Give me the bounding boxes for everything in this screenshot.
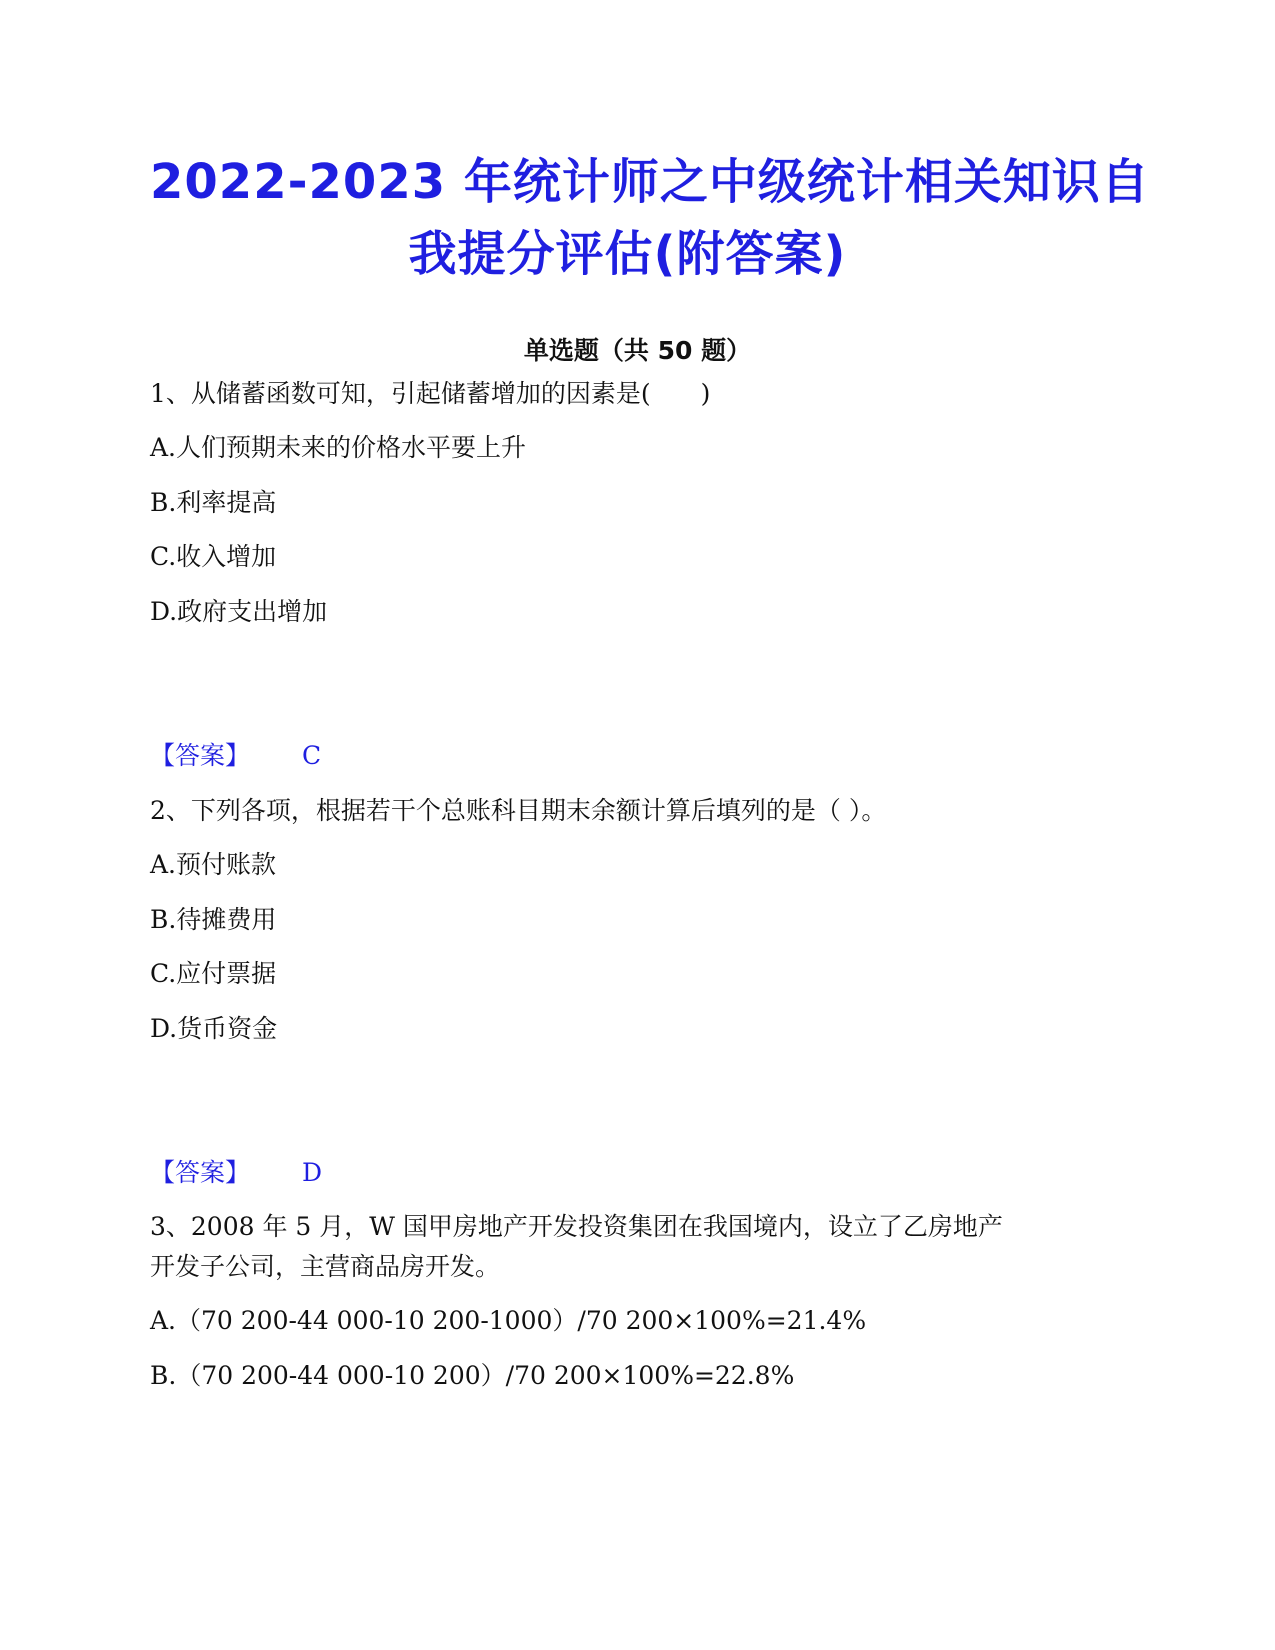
question-2-stem: 2、下列各项，根据若干个总账科目期末余额计算后填列的是（ ）。 [150, 796, 887, 825]
question-3-stem-line-2: 开发子公司，主营商品房开发。 [150, 1252, 501, 1281]
answer-value: D [302, 1158, 323, 1187]
question-2-answer [150, 1156, 322, 1190]
question-2-option-b: B.待摊费用 [150, 905, 277, 934]
section-heading: 单选题（共 50 题） [523, 336, 752, 365]
question-3-stem-line-1: 3、2008 年 5 月，W 国甲房地产开发投资集团在我国境内，设立了乙房地产 [150, 1212, 1003, 1241]
question-3-option-a: A.（70 200-44 000-10 200-1000）/70 200×100%=21.4% [150, 1306, 867, 1335]
document-title-line-2: 我提分评估(附答案) [408, 226, 847, 282]
question-1-option-d: D.政府支出增加 [150, 597, 328, 626]
question-2-option-c: C.应付票据 [150, 959, 277, 988]
question-2-option-a: A.预付账款 [150, 850, 277, 879]
answer-label: 【答案】 [150, 1158, 251, 1187]
question-3-option-b: B.（70 200-44 000-10 200）/70 200×100%=22.8% [150, 1361, 795, 1390]
question-1-option-a: A.人们预期未来的价格水平要上升 [150, 433, 527, 462]
question-1-option-c: C.收入增加 [150, 542, 277, 571]
document-title-line-1: 2022-2023 年统计师之中级统计相关知识自 [150, 154, 1150, 210]
answer-label: 【答案】 [150, 741, 251, 770]
question-2-option-d: D.货币资金 [150, 1014, 278, 1043]
answer-value: C [302, 741, 322, 770]
question-1-answer [150, 739, 321, 773]
question-1-option-b: B.利率提高 [150, 488, 277, 517]
question-1-stem: 1、从储蓄函数可知，引起储蓄增加的因素是( ) [150, 379, 711, 408]
